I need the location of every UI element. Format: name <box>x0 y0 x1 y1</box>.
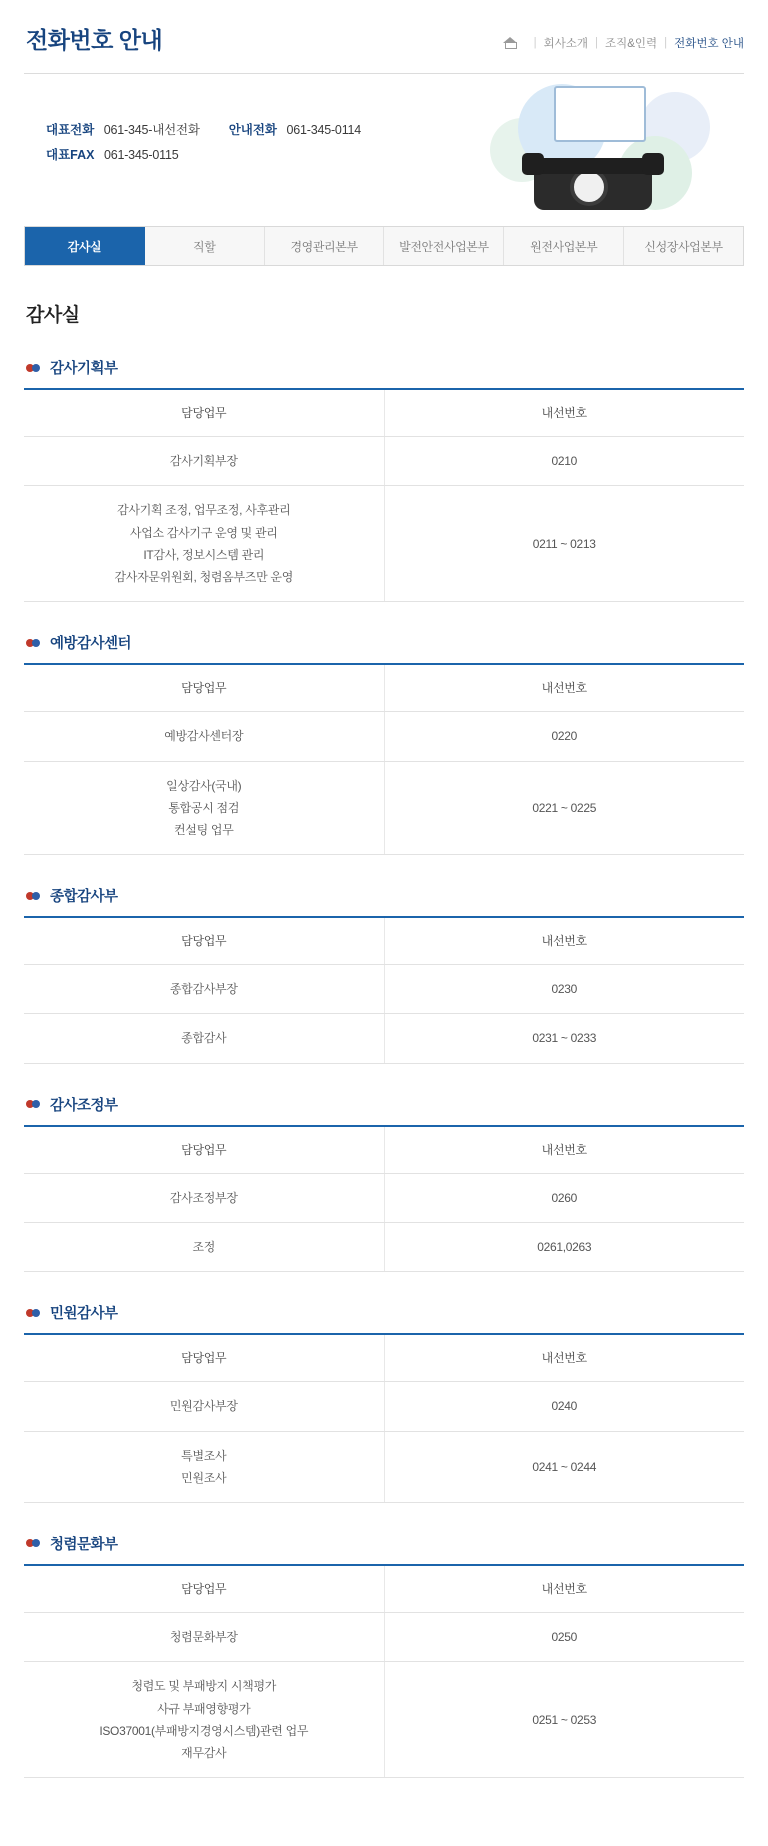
guide-phone-label: 안내전화 <box>228 123 278 137</box>
cell-duty: 일상감사(국내) 통합공시 점검 컨설팅 업무 <box>24 761 384 855</box>
phone-table-5 <box>24 1564 744 1778</box>
cell-ext: 0240 <box>384 1382 744 1431</box>
contact-info-block <box>24 74 744 220</box>
bullet-dots-icon <box>26 891 44 901</box>
table-row <box>24 1382 744 1431</box>
cell-ext: 0251 ~ 0253 <box>384 1662 744 1778</box>
group-title-3 <box>26 1094 744 1115</box>
group-name: 감사기획부 <box>50 361 118 377</box>
table-header-row <box>24 389 744 437</box>
cell-ext: 0230 <box>384 965 744 1014</box>
column-header-ext: 내선번호 <box>384 917 744 965</box>
speech-card-icon <box>554 86 646 142</box>
cell-duty: 감사기획 조정, 업무조정, 사후관리 사업소 감사기구 운영 및 관리 IT감사, 정보시스템 관리 감사자문위원회, 청렴옴부즈만 운영 <box>24 486 384 602</box>
breadcrumb-separator: | <box>595 37 599 49</box>
tab-management[interactable]: 경영관리본부 <box>265 227 385 265</box>
table-header-row <box>24 1565 744 1613</box>
bullet-dots-icon <box>26 1538 44 1548</box>
table-row <box>24 965 744 1014</box>
rep-phone-label: 대표전화 <box>46 123 95 137</box>
cell-duty: 감사기획부장 <box>24 437 384 486</box>
fax-value: 061-345-0115 <box>103 148 179 162</box>
breadcrumb-separator: | <box>664 37 668 49</box>
department-tabs[interactable] <box>24 226 744 266</box>
group-name: 예방감사센터 <box>50 636 132 653</box>
bullet-dots-icon <box>26 1308 44 1318</box>
column-header-ext: 내선번호 <box>384 1565 744 1613</box>
fax-label: 대표FAX <box>46 148 95 162</box>
table-row <box>24 1223 744 1272</box>
telephone-illustration <box>490 84 710 214</box>
table-row <box>24 712 744 761</box>
phone-table-3 <box>24 1125 744 1273</box>
cell-ext: 0211 ~ 0213 <box>384 486 744 602</box>
cell-ext: 0261,0263 <box>384 1223 744 1272</box>
table-header-row <box>24 917 744 965</box>
group-name: 민원감사부 <box>50 1306 118 1323</box>
telephone-handset-icon <box>528 158 658 174</box>
group-title-0 <box>26 357 744 378</box>
tab-new-growth[interactable]: 신성장사업본부 <box>644 239 723 254</box>
group-title-5 <box>26 1533 744 1554</box>
group-title-1 <box>26 632 744 653</box>
breadcrumb-separator: | <box>533 37 537 49</box>
breadcrumb-item-company[interactable]: 회사소개 <box>543 38 589 50</box>
page-header <box>24 0 744 74</box>
column-header-duty: 담당업무 <box>24 664 384 712</box>
phone-table-4 <box>24 1333 744 1503</box>
cell-ext: 0260 <box>384 1173 744 1222</box>
cell-duty: 감사조정부장 <box>24 1173 384 1222</box>
phone-table-2 <box>24 916 744 1064</box>
cell-ext: 0220 <box>384 712 744 761</box>
cell-duty: 종합감사부장 <box>24 965 384 1014</box>
breadcrumb-item-org[interactable]: 조직&인력 <box>605 38 658 50</box>
group-name: 청렴문화부 <box>50 1536 118 1553</box>
table-row <box>24 1431 744 1502</box>
cell-duty: 예방감사센터장 <box>24 712 384 761</box>
phone-table-1 <box>24 663 744 855</box>
group-name: 감사조정부 <box>50 1097 118 1114</box>
column-header-ext: 내선번호 <box>384 389 744 437</box>
table-header-row <box>24 664 744 712</box>
table-row <box>24 761 744 855</box>
rep-phone-value: 061-345-내선전화 <box>103 123 200 137</box>
group-name: 종합감사부 <box>50 889 118 906</box>
tab-direct[interactable]: 직할 <box>145 227 265 265</box>
cell-duty: 청렴문화부장 <box>24 1613 384 1662</box>
breadcrumb <box>501 35 744 55</box>
phone-table-0 <box>24 388 744 602</box>
cell-ext: 0210 <box>384 437 744 486</box>
column-header-ext: 내선번호 <box>384 1334 744 1382</box>
guide-phone-value: 061-345-0114 <box>286 123 362 137</box>
table-row <box>24 486 744 602</box>
column-header-duty: 담당업무 <box>24 389 384 437</box>
column-header-duty: 담당업무 <box>24 1126 384 1174</box>
table-row <box>24 1662 744 1778</box>
group-title-2 <box>26 885 744 906</box>
cell-duty: 종합감사 <box>24 1014 384 1063</box>
cell-ext: 0241 ~ 0244 <box>384 1431 744 1502</box>
column-header-duty: 담당업무 <box>24 1565 384 1613</box>
bullet-dots-icon <box>26 363 44 373</box>
column-header-duty: 담당업무 <box>24 917 384 965</box>
cell-duty: 청렴도 및 부패방지 시책평가 사규 부패영향평가 ISO37001(부패방지경영시스템)관련 업무 재무감사 <box>24 1662 384 1778</box>
cell-duty: 조정 <box>24 1223 384 1272</box>
cell-duty: 특별조사 민원조사 <box>24 1431 384 1502</box>
cell-ext: 0250 <box>384 1613 744 1662</box>
cell-ext: 0231 ~ 0233 <box>384 1014 744 1063</box>
table-row <box>24 1014 744 1063</box>
bullet-dots-icon <box>26 1099 44 1109</box>
group-title-4 <box>26 1302 744 1323</box>
column-header-ext: 내선번호 <box>384 1126 744 1174</box>
cell-duty: 민원감사부장 <box>24 1382 384 1431</box>
page-title: 전화번호 안내 <box>26 27 163 53</box>
home-icon[interactable] <box>501 36 519 50</box>
table-header-row <box>24 1126 744 1174</box>
cell-ext: 0221 ~ 0225 <box>384 761 744 855</box>
bullet-dots-icon <box>26 638 44 648</box>
table-row <box>24 1613 744 1662</box>
breadcrumb-item-current: 전화번호 안내 <box>674 38 744 50</box>
column-header-duty: 담당업무 <box>24 1334 384 1382</box>
table-row <box>24 437 744 486</box>
section-title: 감사실 <box>26 305 80 326</box>
tab-nuclear[interactable]: 원전사업본부 <box>504 227 624 265</box>
table-header-row <box>24 1334 744 1382</box>
tab-audit-office[interactable]: 감사실 <box>25 227 145 265</box>
table-row <box>24 1173 744 1222</box>
column-header-ext: 내선번호 <box>384 664 744 712</box>
tab-power-safety[interactable]: 발전안전사업본부 <box>384 227 504 265</box>
